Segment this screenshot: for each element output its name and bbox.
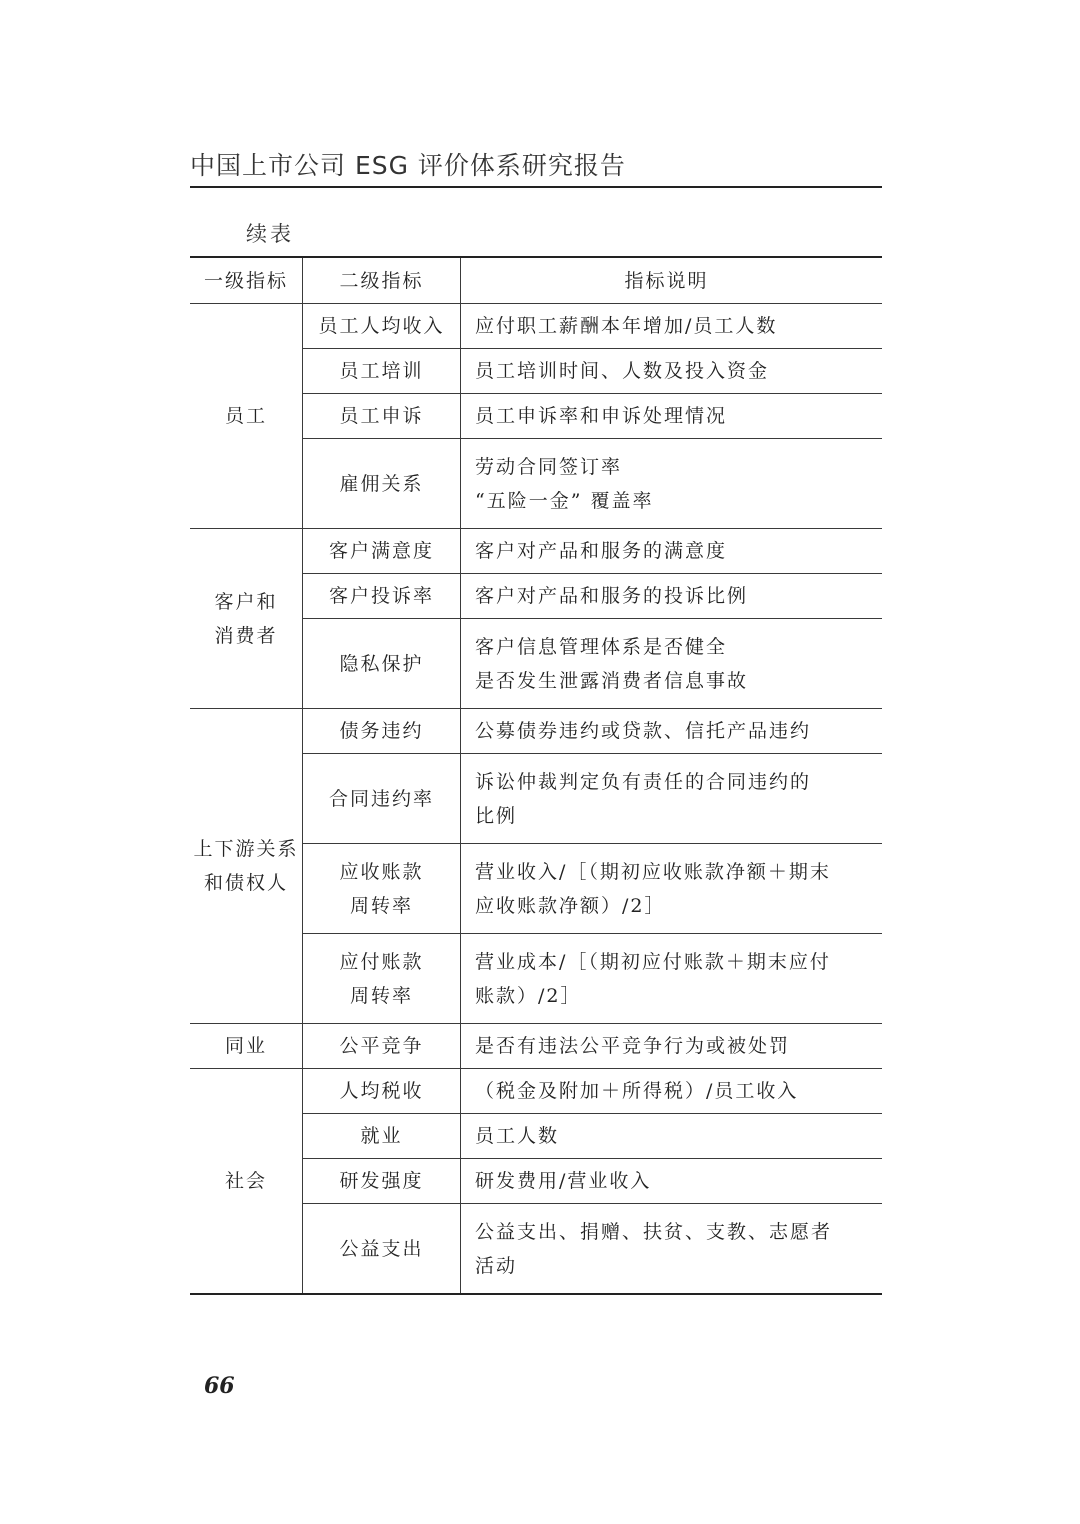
indicator-description-line: 是否有违法公平竞争行为或被处罚	[475, 1035, 791, 1057]
indicator-description-line: 研发费用/营业收入	[475, 1170, 652, 1192]
level2-indicator	[303, 529, 461, 574]
level1-indicator	[190, 1024, 303, 1069]
level2-indicator	[303, 934, 461, 1024]
indicator-description	[461, 1069, 883, 1114]
indicator-description-line: 活动	[475, 1254, 518, 1277]
indicator-table	[190, 256, 882, 1295]
indicator-description	[461, 439, 883, 529]
header-rule	[190, 186, 882, 188]
level2-indicator	[303, 439, 461, 529]
level2-indicator-line: 应收账款	[339, 860, 424, 883]
indicator-description	[461, 1204, 883, 1295]
level1-indicator-line: 上下游关系	[193, 838, 299, 860]
indicator-description-line: 是否发生泄露消费者信息事故	[475, 669, 749, 692]
level2-indicator-line: 公平竞争	[339, 1035, 424, 1057]
indicator-description-line: 公募债券违约或贷款、信托产品违约	[475, 720, 812, 742]
level2-indicator-line: 员工培训	[339, 360, 424, 382]
column-header-level1: 一级指标	[190, 257, 303, 304]
level2-indicator-line: 就业	[360, 1125, 403, 1147]
level2-indicator-line: 合同违约率	[328, 787, 434, 810]
page-number: 66	[204, 1373, 235, 1399]
indicator-description-line: 比例	[475, 804, 518, 827]
level2-indicator-line: 客户投诉率	[328, 585, 434, 607]
indicator-description-line: 应付职工薪酬本年增加/员工人数	[475, 315, 778, 337]
table-body	[190, 257, 882, 1294]
level1-indicator-line: 员工	[224, 405, 267, 427]
table-row	[190, 709, 882, 754]
indicator-description	[461, 1024, 883, 1069]
indicator-description-line: 营业收入/［（期初应收账款净额＋期末	[475, 860, 831, 883]
level2-indicator-line: 周转率	[349, 984, 413, 1007]
indicator-description	[461, 754, 883, 844]
level2-indicator-line: 客户满意度	[328, 540, 434, 562]
indicator-description	[461, 844, 883, 934]
level2-indicator-line: 雇佣关系	[339, 472, 424, 495]
table-caption: 续表	[246, 222, 294, 246]
level2-indicator-line: 员工申诉	[339, 405, 424, 427]
indicator-description-line: 账款）/2］	[475, 984, 582, 1007]
level2-indicator	[303, 619, 461, 709]
indicator-description	[461, 304, 883, 349]
table-header-row	[190, 257, 882, 304]
level2-indicator-line: 债务违约	[339, 720, 424, 742]
level1-indicator	[190, 304, 303, 529]
indicator-description-line: 客户对产品和服务的投诉比例	[475, 585, 749, 607]
level2-indicator-line: 员工人均收入	[318, 315, 445, 337]
indicator-description	[461, 934, 883, 1024]
level1-indicator-line: 客户和	[214, 590, 278, 613]
column-header-description: 指标说明	[461, 257, 883, 304]
indicator-description-line: 诉讼仲裁判定负有责任的合同违约的	[475, 770, 812, 793]
indicator-description-line: 公益支出、捐赠、扶贫、支教、志愿者	[475, 1220, 833, 1243]
level2-indicator	[303, 574, 461, 619]
indicator-description-line: 客户信息管理体系是否健全	[475, 635, 728, 658]
column-header-level2: 二级指标	[303, 257, 461, 304]
level2-indicator	[303, 304, 461, 349]
table-row	[190, 529, 882, 574]
level2-indicator-line: 公益支出	[339, 1237, 424, 1260]
level1-indicator-line: 同业	[224, 1035, 267, 1057]
indicator-description	[461, 1159, 883, 1204]
level1-indicator	[190, 529, 303, 709]
table-row	[190, 1069, 882, 1114]
indicator-description-line: “五险一金” 覆盖率	[475, 489, 654, 512]
level2-indicator	[303, 349, 461, 394]
level2-indicator	[303, 754, 461, 844]
level1-indicator-line: 和债权人	[203, 872, 288, 894]
running-header: 中国上市公司 ESG 评价体系研究报告	[190, 151, 626, 180]
level2-indicator-line: 应付账款	[339, 950, 424, 973]
indicator-description-line: 员工申诉率和申诉处理情况	[475, 405, 728, 427]
indicator-description-line: （税金及附加＋所得税）/员工收入	[475, 1080, 799, 1102]
indicator-description-line: 劳动合同签订率	[475, 455, 623, 478]
level2-indicator	[303, 1024, 461, 1069]
indicator-description-line: 应收账款净额）/2］	[475, 894, 666, 917]
indicator-description	[461, 394, 883, 439]
level2-indicator	[303, 1204, 461, 1295]
indicator-description-line: 客户对产品和服务的满意度	[475, 540, 728, 562]
level2-indicator	[303, 394, 461, 439]
level2-indicator	[303, 709, 461, 754]
indicator-description-line: 员工培训时间、人数及投入资金	[475, 360, 770, 382]
level2-indicator	[303, 1114, 461, 1159]
level2-indicator-line: 人均税收	[339, 1080, 424, 1102]
level2-indicator	[303, 1069, 461, 1114]
indicator-description-line: 营业成本/［（期初应付账款＋期末应付	[475, 950, 831, 973]
table-row	[190, 1024, 882, 1069]
table-row	[190, 304, 882, 349]
indicator-description	[461, 1114, 883, 1159]
indicator-description	[461, 574, 883, 619]
level1-indicator	[190, 709, 303, 1024]
indicator-description	[461, 349, 883, 394]
indicator-description	[461, 529, 883, 574]
indicator-description	[461, 709, 883, 754]
level2-indicator	[303, 1159, 461, 1204]
level1-indicator-line: 消费者	[214, 624, 278, 647]
level1-indicator-line: 社会	[224, 1170, 267, 1192]
level2-indicator-line: 隐私保护	[339, 652, 424, 675]
level1-indicator	[190, 1069, 303, 1295]
indicator-description	[461, 619, 883, 709]
level2-indicator-line: 研发强度	[339, 1170, 424, 1192]
indicator-description-line: 员工人数	[475, 1125, 560, 1147]
level2-indicator-line: 周转率	[349, 894, 413, 917]
level2-indicator	[303, 844, 461, 934]
